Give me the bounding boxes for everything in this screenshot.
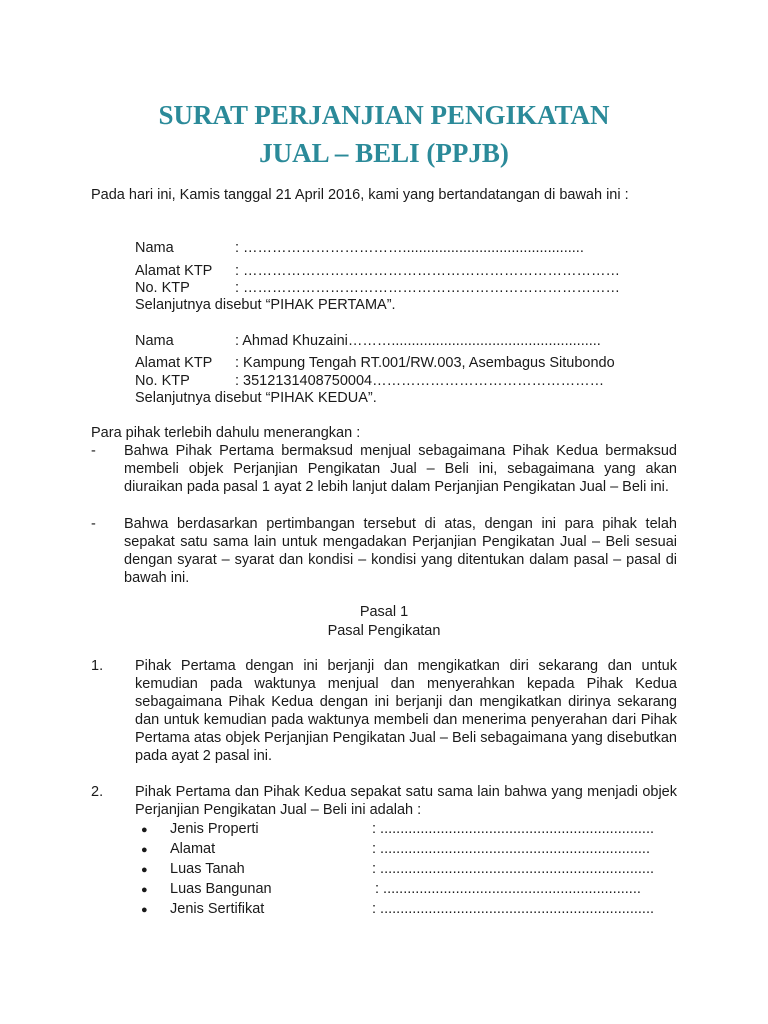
bullet-icon: ● xyxy=(141,884,148,896)
title-line-2: JUAL – BELI (PPJB) xyxy=(259,138,509,168)
document-title xyxy=(0,96,768,172)
field-value: : …………………………………………………………………… xyxy=(235,263,621,279)
field-value: : Ahmad Khuzaini……….................................................... xyxy=(235,333,601,349)
pihak-kedua-alamat-row xyxy=(135,354,615,372)
preamble-item: Bahwa Pihak Pertama bermaksud menjual sebagaimana Pihak Kedua bermaksud membeli objek Perjanjian Pengikatan Jual – Beli ini, sebagaimana yang akan diuraikan pada pasal 1 ayat 2 lebih lanjut dalam Perjanjian Pengikatan Jual – Beli ini. xyxy=(124,443,677,495)
list-marker: - xyxy=(91,516,96,532)
objek-value: : ................................................................... xyxy=(372,841,650,857)
pasal-subheading: Pasal Pengikatan xyxy=(327,623,441,639)
field-label: No. KTP xyxy=(135,280,190,296)
field-value: : ……………………………............................................. xyxy=(235,240,584,256)
pihak-pertama-nama-row xyxy=(135,239,584,257)
objek-label: Jenis Properti xyxy=(170,821,259,837)
objek-value: : .................................................................... xyxy=(372,861,654,877)
field-value: : …………………………………………………………………… xyxy=(235,280,621,296)
bullet-icon: ● xyxy=(141,864,148,876)
clause-text: Pihak Pertama dan Pihak Kedua sepakat satu sama lain bahwa yang menjadi objek Perjanjian Pengikatan Jual – Beli ini adalah : xyxy=(135,784,677,818)
clause-number: 1. xyxy=(91,658,104,674)
list-marker: - xyxy=(91,443,96,459)
intro-paragraph: Pada hari ini, Kamis tanggal 21 April 2016, kami yang bertandatangan di bawah ini : xyxy=(91,187,629,203)
bullet-icon: ● xyxy=(141,844,148,856)
objek-label: Luas Tanah xyxy=(170,861,245,877)
bullet-icon: ● xyxy=(141,904,148,916)
field-value: : Kampung Tengah RT.001/RW.003, Asembagus Situbondo xyxy=(235,355,615,371)
field-label: Nama xyxy=(135,240,174,256)
pihak-pertama-closing: Selanjutnya disebut “PIHAK PERTAMA”. xyxy=(135,297,396,313)
objek-label: Jenis Sertifikat xyxy=(170,901,265,917)
pasal-heading: Pasal 1 xyxy=(359,604,409,620)
objek-label: Alamat xyxy=(170,841,216,857)
objek-value: : ................................................................ xyxy=(375,881,641,897)
pihak-kedua-nama-row xyxy=(135,332,601,350)
clause-text: Pihak Pertama dengan ini berjanji dan mengikatkan diri sekarang dan untuk kemudian pada waktunya menjual dan menyerahkan kepada Pihak Kedua sebagaimana Pihak Kedua dengan ini berjanji dan mengikatkan dirinya sekarang dan untuk kemudian pada waktunya membeli dan menerima penyerahan dari Pihak Pertama atas objek Perjanjian Pengikatan Jual – Beli sebagaimana yang disebutkan pada ayat 2 pasal ini. xyxy=(135,658,677,764)
clause-number: 2. xyxy=(91,784,104,800)
preamble-heading: Para pihak terlebih dahulu menerangkan : xyxy=(91,425,361,441)
field-label: No. KTP xyxy=(135,373,190,389)
field-label: Alamat KTP xyxy=(135,263,213,279)
pihak-kedua-closing: Selanjutnya disebut “PIHAK KEDUA”. xyxy=(135,390,377,406)
field-label: Nama xyxy=(135,333,174,349)
objek-value: : .................................................................... xyxy=(372,821,654,837)
preamble-item: Bahwa berdasarkan pertimbangan tersebut di atas, dengan ini para pihak telah sepakat satu sama lain untuk mengadakan Perjanjian Pengikatan Jual – Beli sesuai dengan syarat – syarat dan kondisi – kondisi yang ditentukan dalam pasal – pasal di bawah ini. xyxy=(124,516,677,586)
bullet-icon: ● xyxy=(141,824,148,836)
objek-label: Luas Bangunan xyxy=(170,881,272,897)
title-line-1: SURAT PERJANJIAN PENGIKATAN xyxy=(158,100,610,130)
pihak-pertama-alamat-row xyxy=(135,262,620,280)
field-label: Alamat KTP xyxy=(135,355,213,371)
field-value: : 3512131408750004………………………………………… xyxy=(235,373,605,389)
objek-value: : .................................................................... xyxy=(372,901,654,917)
pihak-kedua-ktp-row xyxy=(135,372,604,390)
pihak-pertama-ktp-row xyxy=(135,279,620,297)
